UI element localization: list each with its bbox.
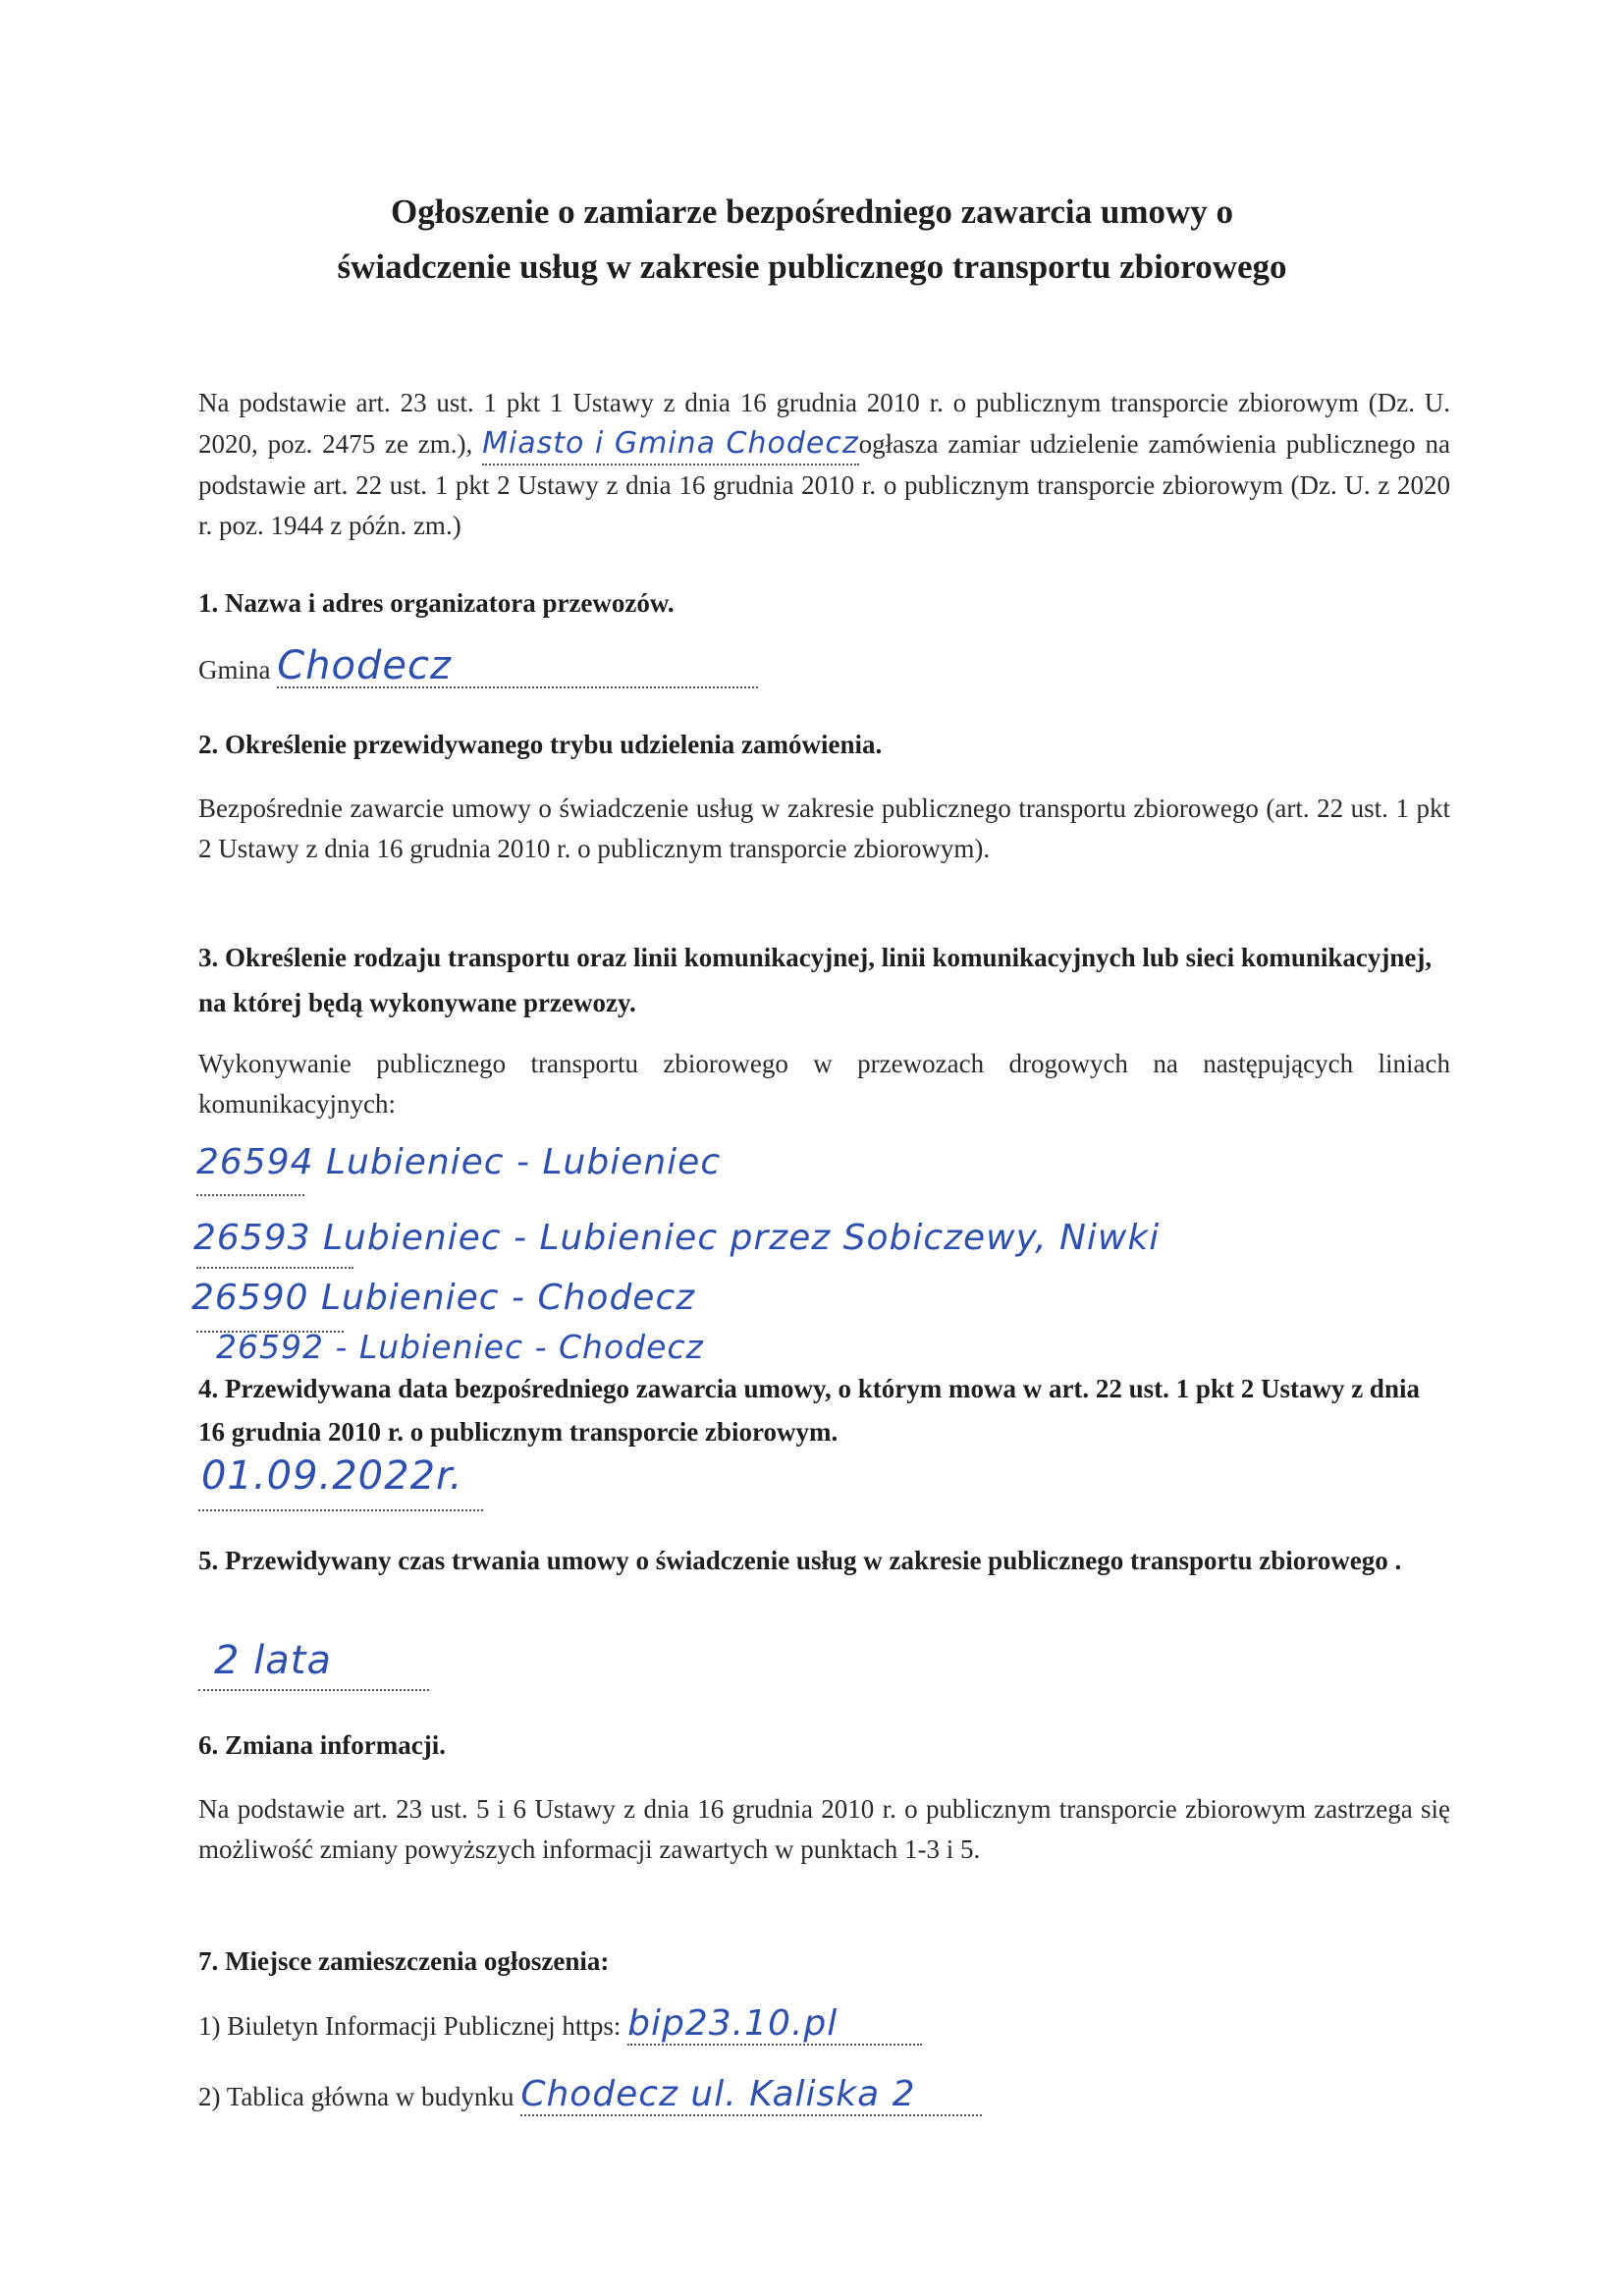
gmina-label: Gmina: [198, 655, 271, 684]
bip-label: 1) Biuletyn Informacji Publicznej https:: [198, 2011, 622, 2041]
section-5-heading: 5. Przewidywany czas trwania umowy o świadczenie usług w zakresie publicznego transportu zbiorowego .: [198, 1546, 1402, 1575]
document-title: [196, 185, 1428, 295]
bip-value: bip23.10.pl: [627, 2003, 922, 2046]
intro-text-1: Na podstawie art. 23 ust. 1 pkt 1 Ustawy z dnia 16 grudnia 2010 r. o publicznym transporcie zbiorowym (Dz. U. 2020, poz. 2475 ze zm.),: [198, 388, 1450, 459]
intro-paragraph: [198, 383, 1450, 546]
title-line-1: Ogłoszenie o zamiarze bezpośredniego zawarcia umowy o: [391, 192, 1233, 231]
board-label: 2) Tablica główna w budynku: [198, 2082, 514, 2111]
route-line-1-underline: [196, 1194, 304, 1196]
contract-date-underline: [198, 1509, 483, 1511]
intro-handwritten-organizer: Miasto i Gmina Chodecz: [482, 423, 859, 465]
section-2-text: Bezpośrednie zawarcie umowy o świadczenie usług w zakresie publicznego transportu zbiorowego (art. 22 ust. 1 pkt 2 Ustawy z dnia 16 grudnia 2010 r. o publicznym transporcie zbiorowym).: [198, 793, 1450, 863]
section-6-text: Na podstawie art. 23 ust. 5 i 6 Ustawy z dnia 16 grudnia 2010 r. o publicznym transporcie zbiorowym zastrzega się możliwość zmiany powyższych informacji zawartych w punktach 1-3 i 5.: [198, 1794, 1450, 1864]
section-3-heading: 3. Określenie rodzaju transportu oraz linii komunikacyjnej, linii komunikacyjnych lub sieci komunikacyjnej, na której będą wykonywane przewozy.: [198, 943, 1433, 1017]
board-value: Chodecz ul. Kaliska 2: [520, 2074, 982, 2116]
section-1-field: [198, 643, 1450, 690]
contract-duration-value: 2 lata: [214, 1638, 332, 1683]
section-7-heading: 7. Miejsce zamieszczenia ogłoszenia:: [198, 1946, 610, 1976]
route-line-2: 26593 Lubieniec - Lubieniec przez Sobiczewy, Niwki: [193, 1218, 1161, 1258]
section-1-heading: 1. Nazwa i adres organizatora przewozów.: [198, 588, 675, 618]
contract-duration-underline: [198, 1689, 429, 1691]
title-line-2: świadczenie usług w zakresie publicznego transportu zbiorowego: [337, 247, 1287, 286]
section-6-heading: 6. Zmiana informacji.: [198, 1730, 446, 1760]
section-2-heading: 2. Określenie przewidywanego trybu udzielenia zamówienia.: [198, 730, 883, 759]
route-line-2-underline: [196, 1267, 353, 1269]
section-3-text: Wykonywanie publicznego transportu zbiorowego w przewozach drogowych na następujących liniach komunikacyjnych:: [198, 1049, 1450, 1119]
route-line-3: 26590 Lubieniec - Chodecz: [191, 1278, 696, 1318]
route-line-4: 26592 - Lubieniec - Chodecz: [216, 1328, 704, 1366]
contract-date-value: 01.09.2022r.: [201, 1453, 463, 1499]
intro-text-2: ogłasza zamiar udzielenie zamówienia publicznego na podstawie art. 22 ust. 1 pkt 2 Ustawy z dnia 16 grudnia 2010 r. o publicznym transporcie zbiorowym (Dz. U. z 2020 r. poz. 1944 z późn. zm.): [198, 429, 1450, 540]
publication-item-2: [198, 2074, 1450, 2117]
gmina-value: Chodecz: [277, 646, 758, 688]
publication-item-1: [198, 2003, 1450, 2047]
route-line-1: 26594 Lubieniec - Lubieniec: [196, 1142, 722, 1182]
section-4-heading: 4. Przewidywana data bezpośredniego zawarcia umowy, o którym mowa w art. 22 ust. 1 pkt 2 Ustawy z dnia 16 grudnia 2010 r. o publicznym transporcie zbiorowym.: [198, 1374, 1420, 1447]
